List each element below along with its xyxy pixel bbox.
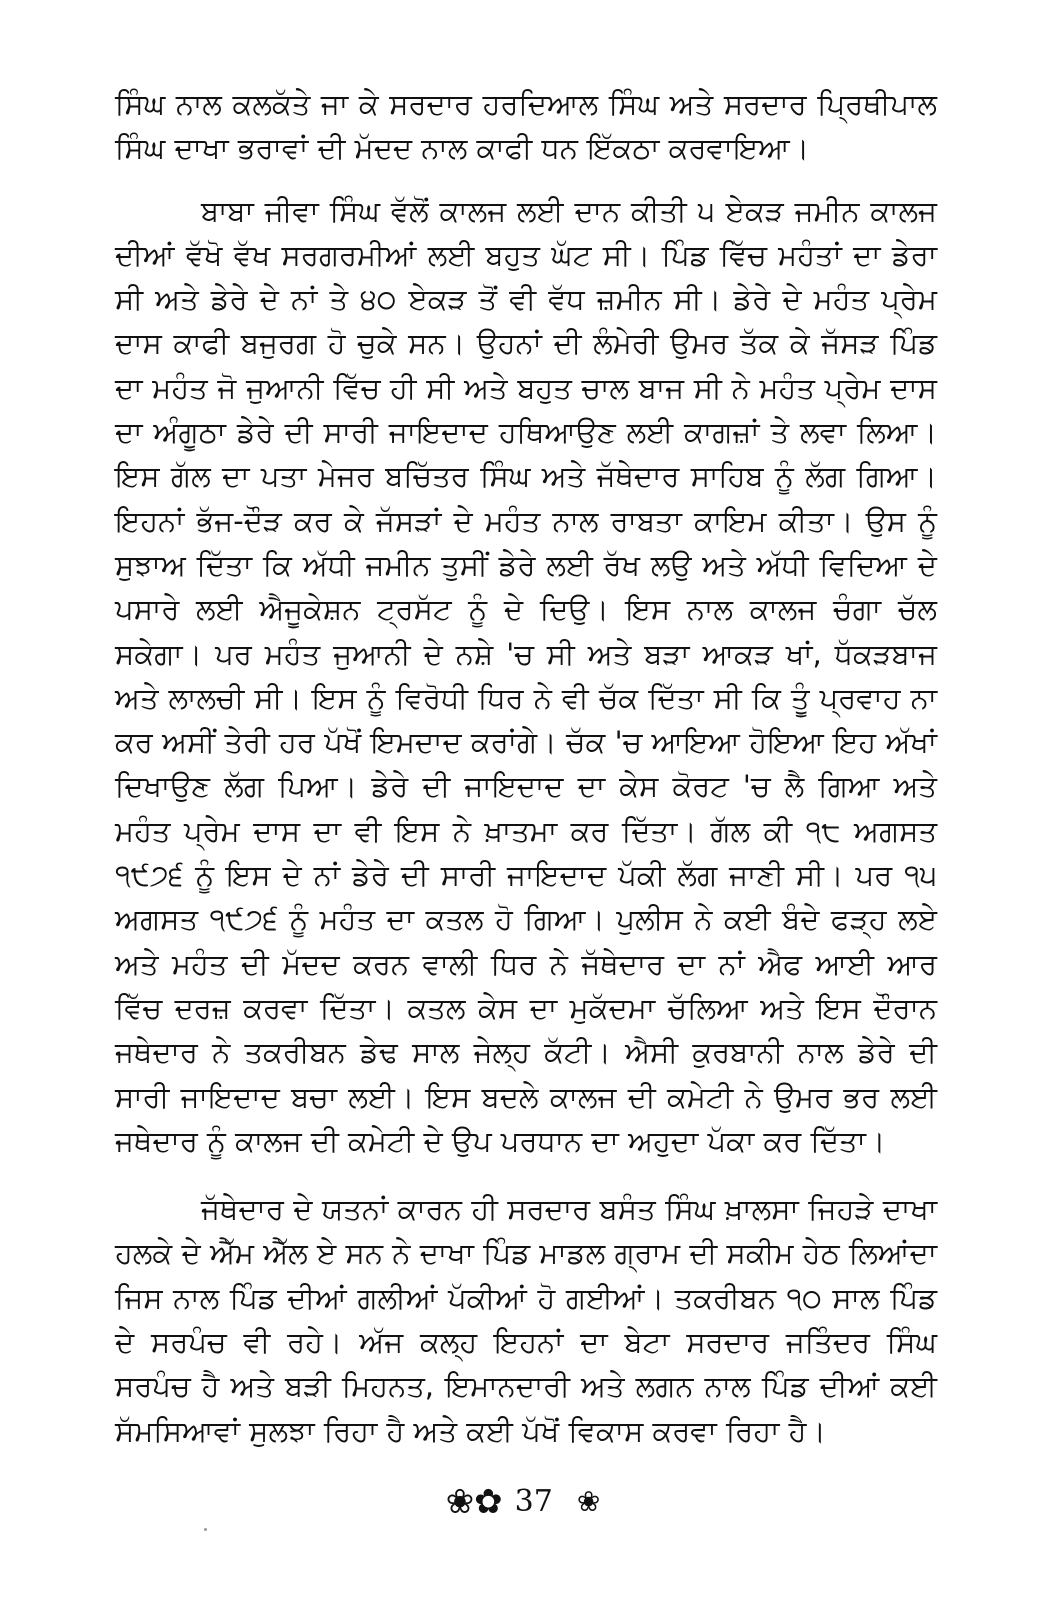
body-text [115,82,937,1453]
paragraph-continued: ਸਿੰਘ ਨਾਲ ਕਲਕੱਤੇ ਜਾ ਕੇ ਸਰਦਾਰ ਹਰਦਿਆਲ ਸਿੰਘ ਅਤੇ ਸਰਦਾਰ ਪ੍ਰਿਥੀਪਾਲ ਸਿੰਘ ਦਾਖਾ ਭਰਾਵਾਂ ਦੀ ਮੱਦਦ ਨਾਲ ਕਾਫੀ ਧਨ ਇੱਕਠਾ ਕਰਵਾਇਆ। [115,87,937,166]
flower-ornament-left-icon: ❀✿ [445,1482,503,1522]
page-number: 37 [514,1484,553,1519]
paragraph-model-village: ਜੱਥੇਦਾਰ ਦੇ ਯਤਨਾਂ ਕਾਰਨ ਹੀ ਸਰਦਾਰ ਬਸੰਤ ਸਿੰਘ ਖ਼ਾਲਸਾ ਜਿਹੜੇ ਦਾਖਾ ਹਲਕੇ ਦੇ ਐੱਮ ਐੱਲ ਏ ਸਨ ਨੇ ਦਾਖਾ ਪਿੰਡ ਮਾਡਲ ਗ੍ਰਾਮ ਦੀ ਸਕੀਮ ਹੇਠ ਲਿਆਂਦਾ ਜਿਸ ਨਾਲ ਪਿੰਡ ਦੀਆਂ ਗਲੀਆਂ ਪੱਕੀਆਂ ਹੋ ਗਈਆਂ। ਤਕਰੀਬਨ ੧੦ ਸਾਲ ਪਿੰਡ ਦੇ ਸਰਪੰਚ ਵੀ ਰਹੇ। ਅੱਜ ਕਲ੍ਹ ਇਹਨਾਂ ਦਾ ਬੇਟਾ ਸਰਦਾਰ ਜਤਿੰਦਰ ਸਿੰਘ ਸਰਪੰਚ ਹੈ ਅਤੇ ਬੜੀ ਮਿਹਨਤ, ਇਮਾਨਦਾਰੀ ਅਤੇ ਲਗਨ ਨਾਲ ਪਿੰਡ ਦੀਆਂ ਕਈ ਸੱਮਸਿਆਵਾਂ ਸੁਲਝਾ ਰਿਹਾ ਹੈ ਅਤੇ ਕਈ ਪੱਖੋਂ ਵਿਕਾਸ ਕਰਵਾ ਰਿਹਾ ਹੈ। [115,1192,937,1448]
scan-speck [204,1528,207,1531]
paragraph-dera-property: ਬਾਬਾ ਜੀਵਾ ਸਿੰਘ ਵੱਲੋਂ ਕਾਲਜ ਲਈ ਦਾਨ ਕੀਤੀ ੫ ਏਕੜ ਜਮੀਨ ਕਾਲਜ ਦੀਆਂ ਵੱਖੋ ਵੱਖ ਸਰਗਰਮੀਆਂ ਲਈ ਬਹੁਤ ਘੱਟ ਸੀ। ਪਿੰਡ ਵਿੱਚ ਮਹੰਤਾਂ ਦਾ ਡੇਰਾ ਸੀ ਅਤੇ ਡੇਰੇ ਦੇ ਨਾਂ ਤੇ ੪੦ ਏਕੜ ਤੋਂ ਵੀ ਵੱਧ ਜ਼ਮੀਨ ਸੀ। ਡੇਰੇ ਦੇ ਮਹੰਤ ਪ੍ਰੇਮ ਦਾਸ ਕਾਫੀ ਬਜੁਰਗ ਹੋ ਚੁਕੇ ਸਨ। ਉਹਨਾਂ ਦੀ ਲੰਮੇਰੀ ਉਮਰ ਤੱਕ ਕੇ ਜੱਸੜ ਪਿੰਡ ਦਾ ਮਹੰਤ ਜੋ ਜੁਆਨੀ ਵਿੱਚ ਹੀ ਸੀ ਅਤੇ ਬਹੁਤ ਚਾਲ ਬਾਜ ਸੀ ਨੇ ਮਹੰਤ ਪ੍ਰੇਮ ਦਾਸ ਦਾ ਅੰਗੂਠਾ ਡੇਰੇ ਦੀ ਸਾਰੀ ਜਾਇਦਾਦ ਹਥਿਆਉਣ ਲਈ ਕਾਗਜ਼ਾਂ ਤੇ ਲਵਾ ਲਿਆ। ਇਸ ਗੱਲ ਦਾ ਪਤਾ ਮੇਜਰ ਬਚਿੱਤਰ ਸਿੰਘ ਅਤੇ ਜੱਥੇਦਾਰ ਸਾਹਿਬ ਨੂੰ ਲੱਗ ਗਿਆ। ਇਹਨਾਂ ਭੱਜ-ਦੌੜ ਕਰ ਕੇ ਜੱਸੜਾਂ ਦੇ ਮਹੰਤ ਨਾਲ ਰਾਬਤਾ ਕਾਇਮ ਕੀਤਾ। ਉਸ ਨੂੰ ਸੁਝਾਅ ਦਿੱਤਾ ਕਿ ਅੱਧੀ ਜਮੀਨ ਤੁਸੀਂ ਡੇਰੇ ਲਈ ਰੱਖ ਲਉ ਅਤੇ ਅੱਧੀ ਵਿਦਿਆ ਦੇ ਪਸਾਰੇ ਲਈ ਐਜੂਕੇਸ਼ਨ ਟ੍ਰਸੱਟ ਨੂੰ ਦੇ ਦਿਉ। ਇਸ ਨਾਲ ਕਾਲਜ ਚੰਗਾ ਚੱਲ ਸਕੇਗਾ। ਪਰ ਮਹੰਤ ਜੁਆਨੀ ਦੇ ਨਸ਼ੇ 'ਚ ਸੀ ਅਤੇ ਬੜਾ ਆਕੜ ਖਾਂ, ਧੱਕੜਬਾਜ ਅਤੇ ਲਾਲਚੀ ਸੀ। ਇਸ ਨੂੰ ਵਿਰੋਧੀ ਧਿਰ ਨੇ ਵੀ ਚੱਕ ਦਿੱਤਾ ਸੀ ਕਿ ਤੂੰ ਪ੍ਰਵਾਹ ਨਾ ਕਰ ਅਸੀਂ ਤੇਰੀ ਹਰ ਪੱਖੋਂ ਇਮਦਾਦ ਕਰਾਂਗੇ। ਚੱਕ 'ਚ ਆਇਆ ਹੋਇਆ ਇਹ ਅੱਖਾਂ ਦਿਖਾਉਣ ਲੱਗ ਪਿਆ। ਡੇਰੇ ਦੀ ਜਾਇਦਾਦ ਦਾ ਕੇਸ ਕੋਰਟ 'ਚ ਲੈ ਗਿਆ ਅਤੇ ਮਹੰਤ ਪ੍ਰੇਮ ਦਾਸ ਦਾ ਵੀ ਇਸ ਨੇ ਖ਼ਾਤਮਾ ਕਰ ਦਿੱਤਾ। ਗੱਲ ਕੀ ੧੮ ਅਗਸਤ ੧੯੭੬ ਨੂੰ ਇਸ ਦੇ ਨਾਂ ਡੇਰੇ ਦੀ ਸਾਰੀ ਜਾਇਦਾਦ ਪੱਕੀ ਲੱਗ ਜਾਣੀ ਸੀ। ਪਰ ੧੫ ਅਗਸਤ ੧੯੭੬ ਨੂੰ ਮਹੰਤ ਦਾ ਕਤਲ ਹੋ ਗਿਆ। ਪੁਲੀਸ ਨੇ ਕਈ ਬੰਦੇ ਫੜ੍ਹ ਲਏ ਅਤੇ ਮਹੰਤ ਦੀ ਮੱਦਦ ਕਰਨ ਵਾਲੀ ਧਿਰ ਨੇ ਜੱਥੇਦਾਰ ਦਾ ਨਾਂ ਐਫ ਆਈ ਆਰ ਵਿੱਚ ਦਰਜ਼ ਕਰਵਾ ਦਿੱਤਾ। ਕਤਲ ਕੇਸ ਦਾ ਮੁਕੱਦਮਾ ਚੱਲਿਆ ਅਤੇ ਇਸ ਦੌਰਾਨ ਜਥੇਦਾਰ ਨੇ ਤਕਰੀਬਨ ਡੇਢ ਸਾਲ ਜੇਲ੍ਹ ਕੱਟੀ। ਐਸੀ ਕੁਰਬਾਨੀ ਨਾਲ ਡੇਰੇ ਦੀ ਸਾਰੀ ਜਾਇਦਾਦ ਬਚਾ ਲਈ। ਇਸ ਬਦਲੇ ਕਾਲਜ ਦੀ ਕਮੇਟੀ ਨੇ ਉਮਰ ਭਰ ਲਈ ਜਥੇਦਾਰ ਨੂੰ ਕਾਲਜ ਦੀ ਕਮੇਟੀ ਦੇ ਉਪ ਪਰਧਾਨ ਦਾ ਅਹੁਦਾ ਪੱਕਾ ਕਰ ਦਿੱਤਾ। [115,193,937,1158]
page-footer [0,1480,1046,1524]
flower-ornament-right-icon: ❀ [576,1485,601,1518]
